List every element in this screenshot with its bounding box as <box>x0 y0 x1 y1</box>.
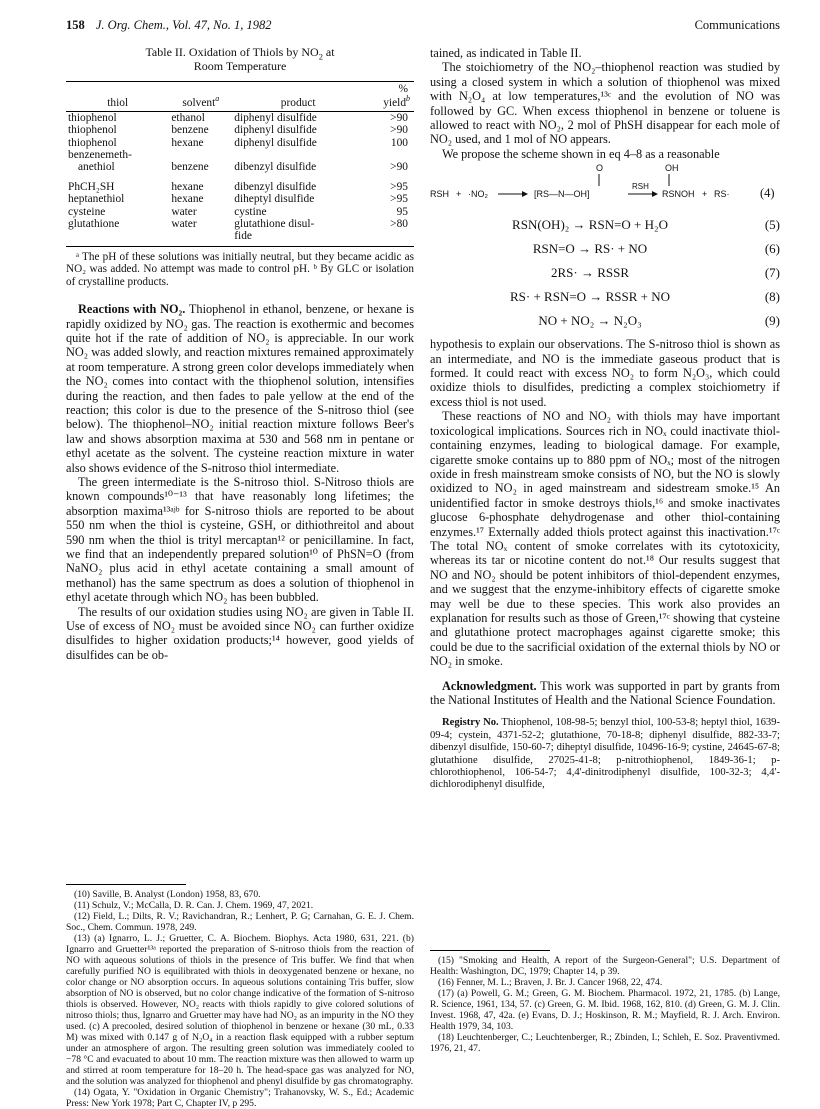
eq4-plus-2: + <box>702 189 708 200</box>
cell-product <box>232 149 364 161</box>
paragraph: hypothesis to explain our observations. The S-nitroso thiol is shown as an intermediate, and NO is the immediate gaseous product that is formed. It could react with excess NO₂ to form N₂O₃, which could oxidize thiols to disulfides, predicting a complex stoichiometry if excess thiol is not used. <box>430 337 780 409</box>
eq4-arrow-2 <box>652 191 658 197</box>
cell-thiol: thiophenol <box>68 111 117 124</box>
cell-product: dibenzyl disulfide <box>234 161 317 174</box>
paragraph: These reactions of NO and NO₂ with thiols may have important toxicological implications. Sources rich in NOₓ could inactivate thiol-containing enzymes, leading to biological damage. For example, cigarette smoke contains up to 880 ppm of NOₓ; most of the nitrogen oxide in fresh mainstream smoke consists of NO, but the NO is slowly oxidized to NO₂ in aged mainstream and sidestream smoke.¹⁵ An unidentified factor in smoke destroys thiols,¹⁶ and smoke inactivates glucose 6-phosphate dehydrogenase and other thiol-containing enzymes.¹⁷ Externally added thiols protect against this inactivation.¹⁷ᶜ The total NOₓ content of smoke correlates with its cytotoxicity, whereas its tar or nicotine content do not.¹⁸ Our results suggest that NO and NO₂ should be potent inhibitors of thiol-dependent enzymes, and we suggest that the enzyme-inhibitory effects of cigarette smoke may well be due to these species. This work also provides an explanation for results such as those of Green,¹⁷ᶜ showing that cysteine and glutathione protect macrophages against cigarette smoke; this could be due to the sacrificial oxidation of the external thiols by NO or NO₂ in smoke. <box>430 409 780 669</box>
footnote: (10) Saville, B. Analyst (London) 1958, 83, 670. <box>74 889 261 900</box>
cell-yield: >90 <box>390 124 408 137</box>
footnote-rule <box>66 884 186 885</box>
equation-number: (7) <box>764 265 780 281</box>
cell-yield: >80 <box>390 218 408 231</box>
equation-number: (8) <box>764 289 780 305</box>
cell-solvent: water <box>171 205 197 218</box>
table-row <box>66 111 414 124</box>
equation-body: NO + NO₂ → N₂O₃ <box>538 313 642 329</box>
eq4-o-label: O <box>596 163 604 174</box>
table-row <box>66 124 414 136</box>
table-row <box>66 206 414 218</box>
cell-product: diphenyl disulfide <box>234 136 317 149</box>
table-row <box>66 230 414 246</box>
cell-thiol: benzenemeth- <box>68 149 132 162</box>
thiol-header: thiol <box>66 96 169 111</box>
cell-solvent: water <box>171 218 197 231</box>
registry-heading: Registry No. <box>442 717 499 729</box>
cell-product: glutathione disul- <box>234 218 315 231</box>
section-heading: Reactions with NO₂. <box>78 302 186 317</box>
footnote-rule <box>430 950 550 951</box>
footnote: (17) (a) Powell, G. M.; Green, G. M. Biochem. Pharmacol. 1972, 21, 1785. (b) Lange, R. Science, 1961, 134, 57. (c) Green, G. M. Ibid. 1968, 162, 810. (d) Green, G. M. J. Clin. Invest. 1968, 47, 42a. (e) Evans, D. J.; Hoskinson, R. M.; Mayfield, R. J. Arch. Environ. Health 1979, 34, 103. <box>430 988 780 1032</box>
table-row <box>66 149 414 161</box>
footnote: (15) "Smoking and Health, A report of the Surgeon-General"; U.S. Department of Health: Washington, DC, 1979; Chapter 14, p 39. <box>430 955 780 977</box>
eq4-plus: + <box>456 189 462 200</box>
right-column <box>430 46 780 792</box>
eq4-number: (4) <box>760 186 775 201</box>
cell-thiol: cysteine <box>68 205 106 218</box>
equation-body: 2RS· → RSSR <box>550 265 630 281</box>
footnotes-left <box>66 876 414 1109</box>
cell-thiol: thiophenol <box>68 124 117 137</box>
equation-6 <box>430 237 780 261</box>
equation-5 <box>430 213 780 237</box>
cell-solvent: benzene <box>171 124 209 137</box>
eq4-intermediate: [RS—N—OH] <box>534 189 590 200</box>
equation-body: RSN(OH)₂ → RSN=O + H₂O <box>512 217 668 233</box>
cell-yield: >90 <box>390 161 408 174</box>
equation-body: RS· + RSN=O → RSSR + NO <box>510 289 670 305</box>
equation-8 <box>430 285 780 309</box>
equation-number: (9) <box>764 313 780 329</box>
eq4-radical: RS· <box>714 189 730 200</box>
eq4-oh-label: OH <box>665 163 679 174</box>
ack-heading: Acknowledgment. <box>442 678 537 693</box>
cell-thiol <box>66 230 169 246</box>
paragraph: Reactions with NO₂. Thiophenol in ethanol, benzene, or hexane is rapidly oxidized by NO₂ gas. The reaction is exothermic and becomes quite hot if the rate of addition of NO₂ is appreciable. In our work NO₂ was added slowly, and reaction mixtures remained approximately at room temperature. A strong green color develops immediately when the NO₂ comes into contact with the thiophenol solution, intensifies during the reaction, and then fades to pale yellow at the end of the reaction; this color is due to the presence of the S-nitroso thiol (see below). The thiophenol–NO₂ initial reaction mixture follows Beer's law and shows absorption maxima at 530 and 568 nm in pentane or ethyl acetate as the solvent. The cysteine reaction mixture in water also shows evidence of the S-nitroso thiol intermediate. <box>66 302 414 475</box>
product-header: product <box>232 96 364 111</box>
cell-yield: >90 <box>390 111 408 124</box>
running-head <box>66 18 780 36</box>
equation-4 <box>430 161 780 213</box>
cell-product: dibenzyl disulfide <box>234 180 317 193</box>
table-row <box>66 137 414 149</box>
running-head-left <box>66 18 271 33</box>
table-row <box>66 193 414 205</box>
eq4-no2: ·NO₂ <box>468 189 488 200</box>
table-row <box>66 218 414 230</box>
table-row <box>66 174 414 193</box>
table-footnote: ᵃ The pH of these solutions was initially neutral, but they became acidic as NO₂ was added. No attempt was made to control pH. ᵇ By GLC or isolation of crystalline products. <box>66 250 414 288</box>
table-caption: Table II. Oxidation of Thiols by $NO_2$ at Room Temperature <box>145 45 335 73</box>
acknowledgment: Acknowledgment. This work was supported in part by grants from the National Institutes of Health and the National Science Foundation. <box>430 678 780 707</box>
equation-number: (6) <box>764 241 780 257</box>
footnote: (14) Ogata, Y. "Oxidation in Organic Chemistry"; Trahanovsky, W. S., Ed.; Academic Press: New York 1978; Part C, Chapter IV, p 295. <box>66 1087 414 1109</box>
paragraph: tained, as indicated in Table II. <box>430 46 582 60</box>
footnote: (16) Fenner, M. L.; Braven, J. Br. J. Cancer 1968, 22, 474. <box>438 977 663 988</box>
section-name: Communications <box>694 18 780 32</box>
equation-body: RSN=O → RS· + NO <box>532 241 648 257</box>
cell-solvent: benzene <box>171 161 209 174</box>
cell-solvent <box>169 149 232 161</box>
footnote: (11) Schulz, V.; McCalla, D. R. Can. J. Chem. 1969, 47, 2021. <box>74 900 314 911</box>
cell-solvent <box>169 230 232 246</box>
equation-number: (5) <box>764 217 780 233</box>
paragraph: The results of our oxidation studies using NO₂ are given in Table II. Use of excess of NO₂ must be avoided since NO₂ can further oxidize disulfides to higher oxidation products;¹⁴ however, good yields of disulfides can be ob- <box>66 604 414 662</box>
paragraph: The stoichiometry of the NO₂–thiophenol reaction was studied by using a closed system in which a solution of thiophenol was mixed with N₂O₄ at low temperatures,¹³ᶜ and the evolution of NO was followed by GC. When excess thiophenol in benzene or toluene is allowed to react with NO₂, 2 mol of PhSH disappear for each mole of NO₂ used, and 1 mol of NO appears. <box>430 60 780 147</box>
cell-solvent: hexane <box>171 193 204 206</box>
table-row <box>66 161 414 173</box>
footnote: (12) Field, L.; Dilts, R. V.; Ravichandran, R.; Lenhert, P. G; Carnahan, G. E. J. Chem. Soc., Chem. Commun. 1978, 249. <box>66 911 414 933</box>
page-number: 158 <box>66 18 85 32</box>
cell-solvent: hexane <box>171 180 204 193</box>
left-column <box>66 46 414 662</box>
cell-yield: >95 <box>390 180 408 193</box>
cell-product: diheptyl disulfide <box>234 193 315 206</box>
cell-thiol: heptanethiol <box>68 193 125 206</box>
cell-thiol: thiophenol <box>68 136 117 149</box>
cell-yield: >95 <box>390 193 408 206</box>
eq4-product: RSNOH <box>662 189 695 200</box>
equation-7 <box>430 261 780 285</box>
cell-yield: 95 <box>396 205 408 218</box>
yield-header-top: % <box>364 82 414 97</box>
cell-product: diphenyl disulfide <box>234 111 317 124</box>
journal-citation: J. Org. Chem., Vol. 47, No. 1, 1982 <box>95 18 272 32</box>
cell-yield <box>364 149 414 161</box>
cell-yield: 100 <box>390 136 408 149</box>
paragraph: The green intermediate is the S-nitroso thiol. S-Nitroso thiols are known compounds¹⁰⁻¹³ that have reasonably long lifetimes; the absorption maxima¹³ᵃʲᵇ for S-nitroso thiols are reported to be about 550 nm when the thiol is cysteine, GSH, or dithiothreitol and about 590 nm when the thiol is trityl mercaptan¹² or penicillamine. In fact, we find that an independently prepared solution¹⁰ of PhSN=O (from NaNO₂ plus acid in ethyl acetate containing a small amount of methanol) has the same spectrum as does a solution of thiophenol in ethyl acetate through which NO₂ has been bubbled. <box>66 474 414 605</box>
footnote: (13) (a) Ignarro, L. J.; Gruetter, C. A. Biochem. Biophys. Acta 1980, 631, 221. (b) Ignarro and Gruetter¹³ᵃ reported the preparation of S-nitroso thiols from the reaction of NO with aqueous solutions of thiols in the presence of Tris buffer. We find that when carefully purified NO is equilibrated with thiols in deoxygenated benzene or hexane, no color change or NO absorption occurs. In aqueous solutions containing Tris buffer, slow absorption of NO is observed, but no color change indicative of the formation of S-nitroso thiols is observed. However, NO₂ reacts with thiols rapidly to give colored solutions of nitroso thiols; thus, Ignarro and Gruetter may have had NO₂ as an impurity in the NO they used. (c) A precooled, desired solution of thiophenol in benzene or hexane (30 mL, 0.33 M) was mixed with 0.147 g of N₂O₄ in a reaction flask equipped with a rubber septum under an atmosphere of argon. The resulting green solution was immediately cooled to −78 °C and evacuated to about 10 mm. The reaction mixture was then allowed to warm up and stirred at room temperature for 18–20 h. The head-space gas was analyzed for NO, and the solution was analyzed for thiophenol and phenyl disulfide by gas chromatography. <box>66 933 414 1087</box>
eq4-rsh: RSH <box>430 189 450 200</box>
cell-product: fide <box>232 230 364 246</box>
yield-header: yield$^b$ <box>364 96 414 111</box>
cell-thiol: glutathione <box>68 218 120 231</box>
solvent-header: solvent$^a$ <box>169 96 232 111</box>
eq4-arrow-label: RSH <box>632 182 649 192</box>
cell-thiol: anethiol <box>78 161 115 174</box>
footnotes-right <box>430 942 780 1054</box>
footnote: (18) Leuchtenberger, C.; Leuchtenberger, R.; Zbinden, I.; Schleh, E. Soz. Praventivmed. 1976, 21, 47. <box>430 1032 780 1054</box>
cell-solvent: hexane <box>171 136 204 149</box>
cell-solvent: ethanol <box>171 111 205 124</box>
equation-9 <box>430 309 780 333</box>
equation-list <box>430 213 780 333</box>
paragraph: We propose the scheme shown in eq 4–8 as a reasonable <box>442 146 720 161</box>
cell-thiol: PhCH₂SH <box>68 180 115 193</box>
registry-numbers: Registry No. Thiophenol, 108-98-5; benzyl thiol, 100-53-8; heptyl thiol, 1639-09-4; cystein, 4371-52-2; glutathione, 70-18-8; diphenyl disulfide, 882-33-7; dibenzyl disulfide, 150-60-7; diheptyl disulfide, 10496-16-9; cystine, 24645-67-8; glutathione disulfide, 27025-41-8; p-nitrothiophenol, 1849-36-1; p-chlorothiophenol, 106-54-7; 4,4'-dinitrodiphenyl disulfide, 100-32-3; 4,4'-dichlorodiphenyl disulfide, <box>430 717 780 791</box>
cell-product: diphenyl disulfide <box>234 124 317 137</box>
cell-yield <box>364 230 414 246</box>
cell-product: cystine <box>234 205 267 218</box>
eq4-arrow-1 <box>522 191 528 197</box>
oxidation-table <box>66 81 414 247</box>
